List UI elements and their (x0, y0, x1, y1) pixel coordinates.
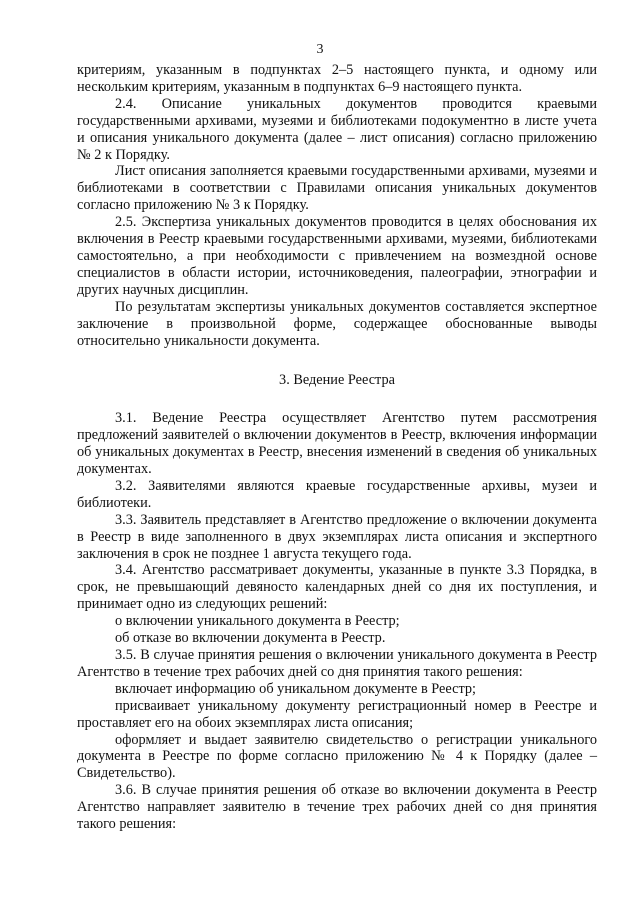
paragraph: Лист описания заполняется краевыми государственными архивами, музеями и библиотеками в соответствии с Правилами описания уникальных документов согласно приложению № 3 к Порядку. (77, 163, 597, 214)
paragraph: оформляет и выдает заявителю свидетельство о регистрации уникального документа в Реестре по форме согласно приложению № 4 к Порядку (далее – Свидетельство). (77, 731, 597, 782)
paragraph: По результатам экспертизы уникальных документов составляется экспертное заключение в произвольной форме, содержащее обоснованные выводы относительно уникальности документа. (77, 298, 597, 349)
paragraphs-bottom (77, 410, 597, 833)
page-number: 3 (316, 42, 324, 57)
paragraph: 3.5. В случае принятия решения о включении уникального документа в Реестр Агентство в течение трех рабочих дней со дня принятия такого решения: (77, 647, 597, 680)
paragraphs-top (77, 62, 597, 349)
list-item: об отказе во включении документа в Реестр. (115, 630, 386, 647)
section-heading: 3. Ведение Реестра (279, 372, 395, 389)
paragraph: 3.4. Агентство рассматривает документы, указанные в пункте 3.3 Порядка, в срок, не превышающий девяносто календарных дней со дня их поступления, и принимает одно из следующих решений: (77, 562, 597, 613)
paragraph: 3.1. Ведение Реестра осуществляет Агентство путем рассмотрения предложений заявителей о включении документов в Реестр, включения информации об уникальных документах в Реестр, внесения изменений в сведения об уникальных документах. (77, 410, 597, 478)
paragraph: 3.6. В случае принятия решения об отказе во включении документа в Реестр Агентство направляет заявителю в течение трех рабочих дней со дня принятия такого решения: (77, 782, 597, 833)
paragraph: критериям, указанным в подпунктах 2–5 настоящего пункта, и одному или нескольким критериям, указанным в подпунктах 6–9 настоящего пункта. (77, 62, 597, 95)
paragraph: 3.2. Заявителями являются краевые государственные архивы, музеи и библиотеки. (77, 477, 597, 511)
paragraph: 2.5. Экспертиза уникальных документов проводится в целях обоснования их включения в Реестр краевыми государственными архивами, музеями, библиотеками самостоятельно, а при необходимости с привлечением на возмездной основе специалистов в области истории, источниковедения, палеографии, этнографии и других научных дисциплин. (77, 214, 597, 298)
paragraph: 3.3. Заявитель представляет в Агентство предложение о включении документа в Реестр в виде заполненного в двух экземплярах листа описания и экспертного заключения в срок не позднее 1 августа текущего года. (77, 511, 597, 562)
list-item: включает информацию об уникальном документе в Реестр; (115, 680, 476, 697)
document-body (77, 62, 597, 833)
paragraph: 2.4. Описание уникальных документов проводится краевыми государственными архивами, музеями и библиотеками подокументно в листе учета и описания уникального документа (далее – лист описания) согласно приложению № 2 к Порядку. (77, 95, 597, 163)
paragraph: присваивает уникальному документу регистрационный номер в Реестре и проставляет его на обоих экземплярах листа описания; (77, 697, 597, 731)
list-item: о включении уникального документа в Реестр; (115, 613, 400, 630)
